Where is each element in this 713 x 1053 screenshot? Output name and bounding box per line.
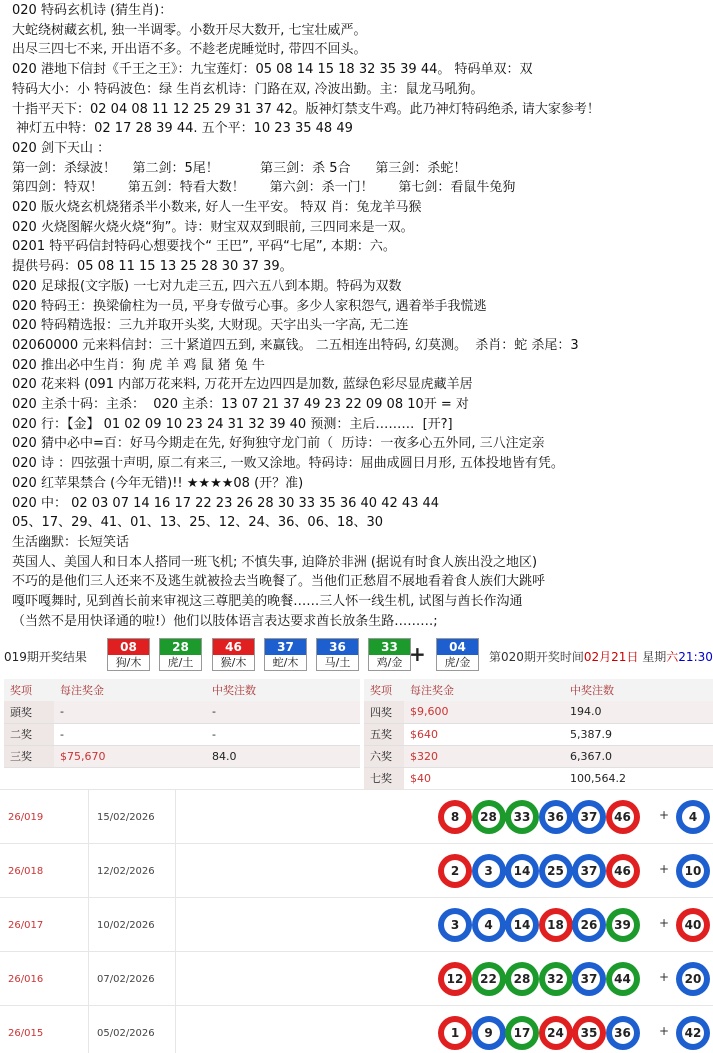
history-ball [606,962,640,996]
history-ball [606,908,640,942]
text-line: 020 火烧图解火烧火烧“狗”。诗：财宝双双到眼前, 三四同来是一双。 [12,219,414,235]
history-ball-number: 36 [545,806,567,828]
plus-sign: + [659,862,670,876]
draw-ball [212,638,255,671]
history-ball [572,908,606,942]
text-line: 020 特码玄机诗 (猜生肖)： [12,3,173,18]
plus-sign: + [659,916,670,930]
draw-ball [159,638,202,671]
prize-table-left [4,679,360,768]
text-line: 020 版火烧玄机烧猪杀半小数来, 好人一生平安。 特双 肖：兔龙羊马猴 [12,200,422,215]
history-ball [539,854,573,888]
ball-number: 08 [108,639,149,655]
history-ball [539,800,573,834]
prize-cell: - [206,723,360,745]
ball-zodiac: 蛇/木 [272,656,299,669]
history-issue: 26/016 [8,974,44,985]
history-ball-number: 22 [478,968,500,990]
prize-cell: 六奖 [364,745,404,767]
history-ball-number: 40 [682,914,704,936]
history-issue: 26/017 [8,920,44,931]
text-line: 大蛇绕树藏玄机, 独一半调零。小数开尽大数开, 七宝壮威严。 [12,22,367,38]
history-date: 07/02/2026 [97,974,155,985]
history-special-ball [676,854,710,888]
history-ball-number: 33 [511,806,533,828]
history-ball [472,854,506,888]
ball-number: 28 [160,639,201,655]
prize-cell: 5,387.9 [564,723,713,745]
prize-cell: $640 [404,723,564,745]
history-ball-number: 39 [612,914,634,936]
draw-ball [316,638,359,671]
text-line: 020 行：【金】 01 02 09 10 23 24 31 32 39 40 预测：主后……… [开?] [12,416,453,432]
prize-cell: 頭奖 [4,701,54,723]
history-ball-number: 20 [682,968,704,990]
text-line: 生活幽默：长短笑话 [12,534,130,550]
text-line: 不巧的是他们三人还来不及逃生就被捡去当晚餐了。当他们正愁眉不展地看着食人族们大跳呼 [12,574,546,590]
prize-row [4,701,360,723]
history-issue: 26/019 [8,812,44,823]
text-line: （当然不是用快译通的啦!）他们以肢体语言表达要求酋长放条生路………; [12,613,438,629]
text-line: 020 剑下天山 ： [12,140,111,156]
history-ball [606,854,640,888]
history-ball-number: 9 [478,1022,500,1044]
history-ball-number: 14 [511,914,533,936]
prize-cell: $320 [404,745,564,767]
text-line: 第一剑：杀绿波！ 第二剑：5尾！ 第三剑：杀 5合 第三剑：杀蛇！ [12,160,467,176]
draw-ball [436,638,479,671]
ball-zodiac: 虎/金 [444,656,471,669]
text-line: 020 中： 02 03 07 14 16 17 22 23 26 28 30 33 35 36 40 42 43 44 [12,495,440,511]
prize-header: 中奖注数 [564,679,713,701]
history-ball [572,854,606,888]
prize-cell: 6,367.0 [564,745,713,767]
prize-cell: 三奖 [4,745,54,767]
prize-row [364,767,713,789]
next-draw-info: 第020期开奖时间02月21日 星期六21:30 [489,650,713,664]
history-ball [572,800,606,834]
history-date: 05/02/2026 [97,1028,155,1039]
history-ball-number: 35 [578,1022,600,1044]
text-line: 020 主杀十码：主杀： 020 主杀：13 07 21 37 49 23 22 09 08 10开 = 对 [12,397,469,412]
history-ball-number: 28 [511,968,533,990]
history-ball-number: 37 [578,860,600,882]
ball-number: 36 [317,639,358,655]
history-ball-number: 4 [682,806,704,828]
history-ball-number: 2 [444,860,466,882]
history-special-ball [676,1016,710,1050]
ball-zodiac: 马/土 [324,656,351,669]
history-ball-number: 18 [545,914,567,936]
history-date: 10/02/2026 [97,920,155,931]
history-ball [539,908,573,942]
text-line: 020 花来料 (091 内部万花来料, 万花开左边四四是加数, 蓝绿色彩尽显虎藏羊居 [12,377,473,393]
history-ball-number: 1 [444,1022,466,1044]
text-line: 05、17、29、41、01、13、25、12、24、36、06、18、30 [12,515,384,531]
history-special-ball [676,908,710,942]
history-special-ball [676,800,710,834]
history-ball-number: 37 [578,968,600,990]
prize-cell: $9,600 [404,701,564,723]
history-ball [572,962,606,996]
draw-result-bar [0,638,713,674]
history-ball-number: 28 [478,806,500,828]
prize-cell: 100,564.2 [564,767,713,789]
history-ball [472,1016,506,1050]
prize-cell: 四奖 [364,701,404,723]
history-row [0,843,713,897]
text-line: 0201 特平码信封特码心想要找个“ 王巴”, 平码“七尾”, 本期：六。 [12,239,396,255]
history-ball [606,1016,640,1050]
text-line: 02060000 元来料信封：三十紧道四五到, 来赢钱。 二五相连出特码, 幻莫测。 杀肖：蛇 杀尾：3 [12,337,579,353]
history-date: 12/02/2026 [97,866,155,877]
history-ball-number: 46 [612,806,634,828]
text-line: 020 猜中必中=百：好马今期走在先, 好狗独守龙门前（ 历诗：一夜多心五外同, 三八注定亲 [12,436,545,452]
prize-cell: 194.0 [564,701,713,723]
text-line: 020 足球报(文字版) 一七对九走三五, 四六五八到本期。特码为双数 [12,278,402,294]
prize-header: 奖项 [4,679,54,701]
ball-number: 37 [265,639,306,655]
history-row [0,897,713,951]
plus-sign: + [659,808,670,822]
history-ball-number: 17 [511,1022,533,1044]
history-ball [472,908,506,942]
history-ball-number: 10 [682,860,704,882]
draw-label: 019期开奖结果 [4,650,87,664]
prize-row [364,723,713,745]
history-ball [472,800,506,834]
history-ball-number: 12 [444,968,466,990]
text-line: 提供号码：05 08 11 15 13 25 28 30 37 39。 [12,259,293,275]
prize-cell: $40 [404,767,564,789]
ball-number: 46 [213,639,254,655]
history-ball-number: 25 [545,860,567,882]
prize-cell: 84.0 [206,745,360,767]
text-line: 英国人、美国人和日本人搭同一班飞机; 不慎失事, 迫降於非洲 (据说有时食人族出没之地区) [12,554,538,570]
history-row [0,789,713,843]
history-ball [472,962,506,996]
history-ball-number: 3 [444,914,466,936]
history-issue: 26/018 [8,866,44,877]
history-ball-number: 32 [545,968,567,990]
prize-table-right [364,679,713,790]
prize-header: 每注奖金 [54,679,206,701]
history-ball-number: 24 [545,1022,567,1044]
prize-cell: - [54,723,206,745]
prize-cell: 二奖 [4,723,54,745]
history-ball [438,962,472,996]
prize-cell: 七奖 [364,767,404,789]
prize-row [4,745,360,767]
history-row [0,951,713,1005]
text-line: 嘎吓嘎舞时, 见到酋长前来审视这三尊肥美的晚餐……三人怀一线生机, 试图与酋长作沟通 [12,594,523,609]
text-line: 020 特码精选报：三九并取开头奖, 大财现。天字出头一字高, 无二连 [12,318,409,334]
text-line: 第四剑：特双！ 第五剑：特看大数！ 第六剑：杀一门！ 第七剑：看鼠牛兔狗 [12,180,516,196]
history-ball [505,908,539,942]
prize-row [364,701,713,723]
history-date: 15/02/2026 [97,812,155,823]
history-ball [539,1016,573,1050]
history-ball [438,1016,472,1050]
plus-sign: + [659,970,670,984]
plus-sign: + [659,1024,670,1038]
history-ball-number: 44 [612,968,634,990]
history-ball-number: 3 [478,860,500,882]
history-ball [438,800,472,834]
prize-cell: - [206,701,360,723]
text-line: 020 红苹果禁合 (今年无错)!! ★★★★08 (开？准) [12,475,304,491]
prize-cell: - [54,701,206,723]
draw-ball [368,638,411,671]
text-line: 特码大小：小 特码波色：绿 生肖玄机诗：门路在双, 冷波出勤。主：鼠龙马吼狗。 [12,81,484,97]
history-ball [505,962,539,996]
text-line: 十指平天下：02 04 08 11 12 25 29 31 37 42。版神灯禁支牛鸡。此乃神灯特码绝杀, 请大家参考！ [12,101,600,117]
text-line: 020 特码王：换梁偷柱为一员, 平身专做亏心事。多少人家积怨气, 遇着举手我慌逃 [12,298,487,314]
history-ball [606,800,640,834]
history-ball-number: 42 [682,1022,704,1044]
text-line: 出尽三四七不来, 开出语不多。不趁老虎睡觉时, 带四不回头。 [12,42,367,58]
text-line: 020 推出必中生肖：狗 虎 羊 鸡 鼠 猪 兔 牛 [12,357,265,373]
history-issue: 26/015 [8,1028,44,1039]
history-ball-number: 14 [511,860,533,882]
text-line: 020 诗 ：四弦强十声明, 原二有来三, 一败又涂地。特码诗：屈曲成圆日月形, 五体投地皆有凭。 [12,456,564,472]
history-ball [505,854,539,888]
history-ball-number: 36 [612,1022,634,1044]
history-ball [505,1016,539,1050]
text-line: 神灯五中特：02 17 28 39 44. 五个平：10 23 35 48 49 [12,121,353,137]
history-ball [572,1016,606,1050]
ball-zodiac: 猴/木 [220,656,247,669]
prize-header: 奖项 [364,679,404,701]
history-ball-number: 37 [578,806,600,828]
text-line: 020 港地下信封《千王之王》：九宝莲灯：05 08 14 15 18 32 35 39 44。 特码单双：双 [12,62,533,78]
plus-sign: + [409,642,426,666]
history-ball [539,962,573,996]
history-special-ball [676,962,710,996]
prize-header: 每注奖金 [404,679,564,701]
history-ball-number: 26 [578,914,600,936]
history-ball-number: 46 [612,860,634,882]
prize-cell: $75,670 [54,745,206,767]
ball-zodiac: 鸡/金 [376,656,403,669]
history-ball-number: 8 [444,806,466,828]
history-ball [438,854,472,888]
history-ball-number: 4 [478,914,500,936]
ball-zodiac: 狗/木 [115,656,142,669]
history-row [0,1005,713,1053]
history-ball [438,908,472,942]
ball-number: 33 [369,639,410,655]
draw-ball [107,638,150,671]
prize-row [4,723,360,745]
prize-header: 中奖注数 [206,679,360,701]
prize-cell: 五奖 [364,723,404,745]
draw-ball [264,638,307,671]
ball-zodiac: 虎/土 [167,656,194,669]
history-ball [505,800,539,834]
prize-row [364,745,713,767]
ball-number: 04 [437,639,478,655]
